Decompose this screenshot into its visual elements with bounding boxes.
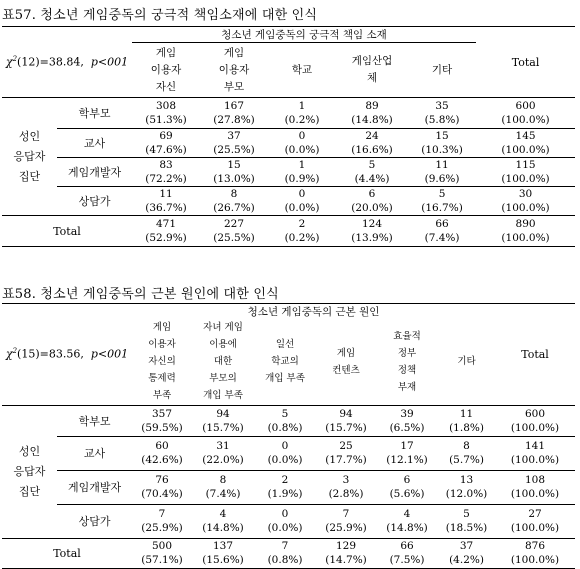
- cell-count: 145: [515, 130, 536, 142]
- cell-percent: (13.9%): [351, 232, 393, 244]
- cell-count: 11: [159, 188, 173, 200]
- chi-value: (12)=38.84,: [17, 55, 84, 69]
- table58-col-header: 일선 학교의 개입 부족: [265, 339, 305, 385]
- cell-count: 115: [515, 159, 536, 171]
- cell-percent: (14.8%): [351, 114, 393, 126]
- cell-percent: (14.8%): [202, 522, 244, 534]
- cell-percent: (52.9%): [145, 232, 187, 244]
- table57: [2, 26, 575, 247]
- table58-stat: [2, 304, 132, 406]
- cell-count: 600: [525, 407, 546, 420]
- cell-percent: (0.8%): [267, 554, 303, 566]
- cell-percent: (25.9%): [141, 522, 183, 534]
- cell-percent: (4.4%): [354, 173, 390, 185]
- cell-count: 876: [525, 540, 546, 552]
- cell-percent: (5.6%): [389, 488, 425, 500]
- cell-count: 2: [298, 218, 306, 230]
- table57-col-header: 게임 이용자 부모: [218, 46, 250, 93]
- cell-percent: (100.0%): [501, 114, 550, 126]
- cell-count: 0: [298, 130, 306, 142]
- cell-percent: (7.4%): [205, 488, 241, 500]
- cell-percent: (5.7%): [449, 454, 484, 466]
- table57-col-header: 학교: [291, 63, 313, 76]
- cell-percent: (14.7%): [325, 554, 367, 566]
- cell-percent: (6.5%): [389, 421, 425, 434]
- cell-percent: (15.6%): [202, 554, 244, 566]
- cell-percent: (0.2%): [284, 232, 320, 244]
- table57-group-header: 청소년 게임중독의 궁극적 책임 소재: [132, 27, 476, 43]
- cell-percent: (14.8%): [386, 522, 428, 534]
- row-label: 상담가: [57, 504, 132, 538]
- table57-col-header: 게임산업 체: [351, 55, 393, 84]
- cell-percent: (25.5%): [213, 144, 255, 156]
- cell-count: 500: [151, 540, 173, 552]
- cell-count: 7: [158, 508, 166, 520]
- table58-group-header: 청소년 게임중독의 근본 원인: [132, 304, 495, 320]
- cell-percent: (26.7%): [213, 202, 255, 214]
- cell-percent: (70.4%): [141, 488, 183, 500]
- cell-count: 83: [159, 159, 173, 171]
- cell-count: 357: [151, 407, 173, 420]
- cell-percent: (17.7%): [325, 454, 367, 466]
- table58: [2, 303, 575, 569]
- cell-count: 308: [155, 100, 177, 112]
- table-row: [2, 470, 575, 504]
- cell-count: 94: [339, 407, 353, 420]
- cell-percent: (0.0%): [267, 522, 303, 534]
- cell-percent: (12.1%): [386, 454, 428, 466]
- cell-count: 227: [223, 218, 245, 230]
- cell-percent: (7.5%): [389, 554, 425, 566]
- table57-stat: [2, 27, 132, 98]
- cell-count: 124: [361, 218, 383, 230]
- cell-percent: (100.0%): [510, 488, 560, 500]
- cell-percent: (100.0%): [501, 173, 550, 185]
- total-row-label: Total: [2, 538, 132, 568]
- cell-count: 66: [400, 540, 414, 552]
- cell-percent: (0.0%): [284, 144, 320, 156]
- table57-title: 표57. 청소년 게임중독의 궁극적 책임소재에 대한 인식: [2, 8, 318, 23]
- table58-total-header: Total: [495, 304, 575, 406]
- cell-percent: (12.0%): [445, 488, 488, 500]
- cell-percent: (16.7%): [421, 202, 463, 214]
- cell-percent: (18.5%): [445, 522, 488, 534]
- cell-percent: (4.2%): [449, 554, 484, 566]
- table-row: [2, 158, 575, 187]
- cell-count: 2: [281, 474, 289, 486]
- cell-percent: (25.9%): [325, 522, 367, 534]
- cell-count: 471: [155, 218, 177, 230]
- cell-percent: (1.9%): [267, 488, 303, 500]
- cell-percent: (9.6%): [424, 173, 460, 185]
- cell-count: 600: [515, 100, 536, 112]
- cell-percent: (15.7%): [202, 421, 244, 434]
- table57-group-label: 성인 응답자 집단: [13, 129, 46, 183]
- cell-count: 37: [459, 540, 474, 552]
- row-label: 교사: [57, 436, 132, 470]
- cell-percent: (100.0%): [510, 522, 560, 534]
- cell-count: 6: [403, 474, 411, 486]
- cell-percent: (1.8%): [449, 421, 484, 434]
- cell-count: 11: [459, 407, 474, 420]
- cell-percent: (16.6%): [351, 144, 393, 156]
- cell-count: 37: [227, 130, 241, 142]
- chi-symbol: χ: [5, 55, 13, 69]
- chi-superscript: 2: [12, 347, 18, 356]
- cell-percent: (42.6%): [141, 454, 183, 466]
- cell-percent: (0.0%): [284, 202, 320, 214]
- cell-percent: (7.4%): [424, 232, 460, 244]
- table-row: [2, 98, 575, 129]
- cell-count: 7: [281, 540, 289, 552]
- cell-count: 5: [368, 159, 376, 171]
- cell-percent: (100.0%): [510, 454, 560, 466]
- cell-percent: (100.0%): [501, 144, 550, 156]
- cell-count: 94: [216, 407, 230, 420]
- cell-count: 39: [400, 407, 414, 420]
- table58-col-header: 효율적 정부 정책 부재: [393, 330, 421, 393]
- chi-superscript: 2: [12, 55, 18, 64]
- cell-count: 108: [525, 474, 546, 486]
- cell-percent: (13.0%): [213, 173, 255, 185]
- table-row: [2, 129, 575, 158]
- cell-count: 0: [281, 508, 289, 520]
- cell-count: 66: [435, 218, 449, 230]
- table-row: [2, 187, 575, 216]
- cell-count: 35: [435, 100, 449, 112]
- cell-count: 30: [518, 188, 533, 200]
- cell-percent: (20.0%): [351, 202, 393, 214]
- row-label: 게임개발자: [57, 158, 132, 187]
- cell-count: 15: [227, 159, 241, 171]
- cell-count: 25: [339, 440, 353, 452]
- cell-count: 129: [335, 540, 357, 552]
- cell-count: 0: [281, 440, 289, 452]
- cell-percent: (57.1%): [141, 554, 183, 566]
- table-row: [2, 405, 575, 436]
- table58-col-header: 기타: [457, 356, 476, 368]
- cell-percent: (100.0%): [501, 202, 550, 214]
- cell-percent: (25.5%): [213, 232, 255, 244]
- cell-percent: (27.8%): [213, 114, 255, 126]
- table58-group-label: 성인 응답자 집단: [13, 444, 46, 498]
- row-label: 게임개발자: [57, 470, 132, 504]
- cell-percent: (72.2%): [145, 173, 187, 185]
- chi-symbol: χ: [5, 348, 13, 362]
- cell-count: 8: [230, 188, 238, 200]
- cell-count: 141: [525, 440, 546, 452]
- cell-count: 5: [281, 407, 289, 420]
- cell-percent: (47.6%): [145, 144, 187, 156]
- cell-count: 13: [459, 474, 474, 486]
- cell-count: 15: [435, 130, 449, 142]
- cell-percent: (0.2%): [284, 114, 320, 126]
- cell-percent: (0.9%): [284, 173, 320, 185]
- cell-percent: (36.7%): [145, 202, 187, 214]
- row-label: 상담가: [57, 187, 132, 216]
- cell-count: 8: [219, 474, 227, 486]
- table58-col-header: 자녀 게임 이용에 대한 부모의 개입 부족: [203, 322, 243, 402]
- cell-percent: (100.0%): [510, 421, 560, 434]
- cell-count: 1: [298, 159, 306, 171]
- cell-percent: (5.8%): [424, 114, 460, 126]
- cell-count: 69: [159, 130, 173, 142]
- cell-percent: (2.8%): [328, 488, 364, 500]
- cell-count: 6: [368, 188, 376, 200]
- total-row-label: Total: [2, 216, 132, 247]
- row-label: 학부모: [57, 405, 132, 436]
- row-label: 교사: [57, 129, 132, 158]
- cell-percent: (15.7%): [325, 421, 367, 434]
- cell-count: 4: [403, 508, 411, 520]
- table58-col-header: 게임 컨텐츠: [332, 347, 360, 376]
- table57-total-header: Total: [476, 27, 575, 98]
- cell-count: 11: [435, 159, 449, 171]
- table57-col-header: 게임 이용자 자신: [150, 46, 182, 93]
- table-row: [2, 436, 575, 470]
- cell-count: 1: [298, 100, 306, 112]
- cell-count: 137: [212, 540, 234, 552]
- cell-count: 890: [515, 218, 536, 230]
- table58-title: 표58. 청소년 게임중독의 근본 원인에 대한 인식: [2, 287, 279, 302]
- cell-count: 5: [438, 188, 446, 200]
- cell-count: 76: [155, 474, 169, 486]
- cell-percent: (22.0%): [202, 454, 244, 466]
- cell-count: 31: [216, 440, 230, 452]
- cell-percent: (100.0%): [510, 554, 560, 566]
- row-label: 학부모: [57, 98, 132, 129]
- p-value: p<001: [90, 348, 129, 362]
- cell-count: 0: [298, 188, 306, 200]
- cell-count: 167: [223, 100, 245, 112]
- cell-count: 27: [528, 508, 542, 520]
- cell-percent: (51.3%): [145, 114, 187, 126]
- cell-count: 7: [342, 508, 350, 520]
- table-row: [2, 504, 575, 538]
- cell-percent: (10.3%): [421, 144, 463, 156]
- total-row: [2, 216, 575, 247]
- chi-value: (15)=83.56,: [17, 348, 84, 362]
- total-row: [2, 538, 575, 568]
- cell-count: 60: [155, 440, 169, 452]
- cell-percent: (100.0%): [501, 232, 550, 244]
- cell-count: 4: [219, 508, 227, 520]
- cell-percent: (0.0%): [267, 454, 303, 466]
- cell-percent: (0.8%): [267, 421, 303, 434]
- table57-col-header: 기타: [431, 63, 453, 76]
- cell-count: 8: [463, 440, 470, 452]
- table58-col-header: 게임 이용자 자신의 통제력 부족: [148, 322, 176, 402]
- cell-count: 5: [463, 508, 470, 520]
- cell-percent: (59.5%): [141, 421, 183, 434]
- cell-count: 24: [365, 130, 379, 142]
- cell-count: 89: [365, 100, 379, 112]
- cell-count: 3: [342, 474, 350, 486]
- cell-count: 17: [400, 440, 414, 452]
- p-value: p<001: [90, 55, 129, 69]
